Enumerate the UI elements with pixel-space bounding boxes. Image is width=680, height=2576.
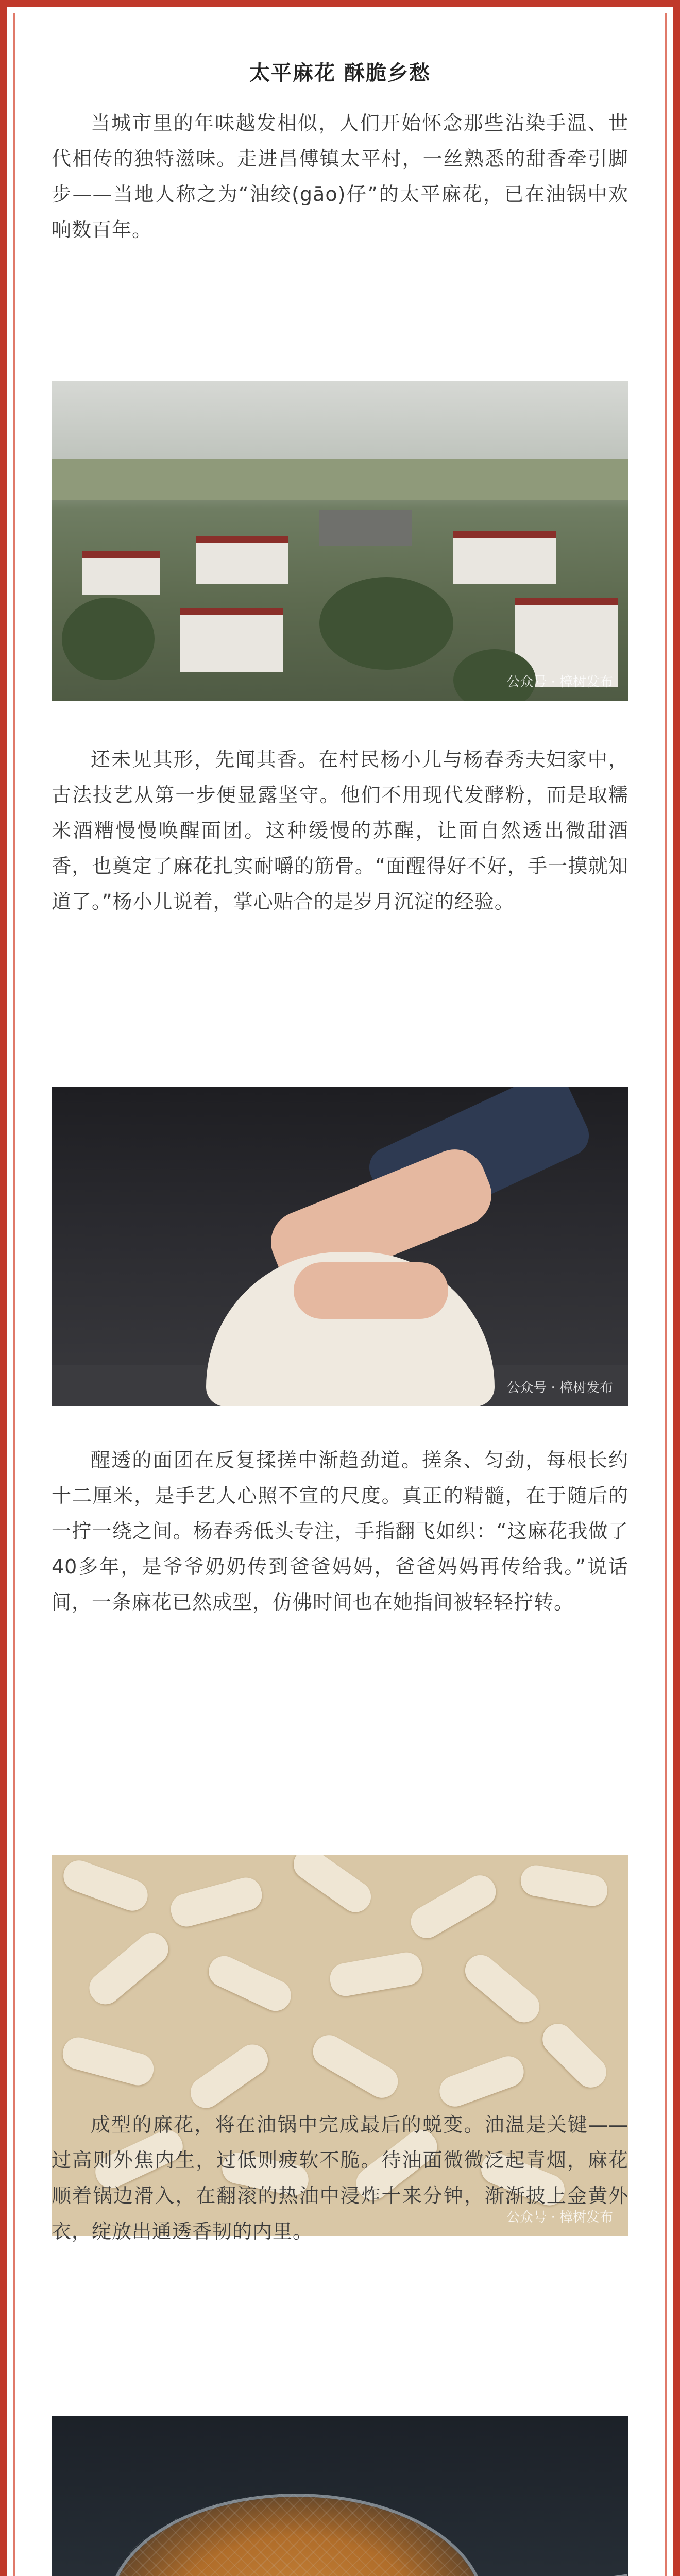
village-aerial-photo: [52, 381, 628, 701]
dough-piece: [59, 2034, 157, 2089]
house: [82, 551, 160, 595]
dough-piece: [83, 1926, 175, 2010]
dough-piece: [328, 1950, 424, 1998]
tree: [319, 577, 453, 670]
paragraph-fermentation: 还未见其形，先闻其香。在村民杨小儿与杨春秀夫妇家中，古法技艺从第一步便显露坚守。他们不用现代发酵粉，而是取糯米酒糟慢慢唤醒面团。这种缓慢的苏醒，让面自然透出微甜酒香，也奠定了麻花扎实耐嚼的筋骨。“面醒得好不好，手一摸就知道了。”杨小儿说着，掌心贴合的是岁月沉淀的经验。: [52, 748, 628, 913]
article-title: 太平麻花 酥脆乡愁: [249, 61, 431, 85]
dough-piece: [435, 2052, 528, 2111]
hand: [294, 1262, 448, 1319]
dough-piece: [184, 2039, 274, 2114]
paragraph-frying: 成型的麻花，将在油锅中完成最后的蜕变。油温是关键——过高则外焦内生，过低则疲软不脆。待油面微微泛起青烟，麻花顺着锅边滑入，在翻滚的热油中浸炸十来分钟，渐渐披上金黄外衣，绽放出通透香韧的内里。: [52, 2113, 628, 2243]
dough-piece: [203, 1951, 296, 2016]
fried-mahua-photo: [52, 2416, 628, 2576]
house: [453, 531, 556, 584]
dough-piece: [308, 2029, 404, 2104]
kneading-dough-photo: [52, 1087, 628, 1406]
decorative-border-top: [0, 0, 680, 7]
photo-watermark: 公众号 · 樟树发布: [506, 2210, 613, 2225]
paragraph-twisting: 醒透的面团在反复揉搓中渐趋劲道。搓条、匀劲，每根长约十二厘米，是手艺人心照不宣的尺度。真正的精髓，在于随后的一拧一绕之间。杨春秀低头专注，手指翻飞如织：“这麻花我做了40多年，是爷爷奶奶传到爸爸妈妈，爸爸妈妈再传给我。”说话间，一条麻花已然成型，仿佛时间也在她指间被轻轻拧转。: [52, 1449, 628, 1614]
photo-field: [52, 459, 628, 500]
house: [180, 608, 283, 672]
dough-piece: [536, 2018, 613, 2094]
photo-watermark: 公众号 · 樟树发布: [506, 1380, 613, 1396]
dough-piece: [405, 1870, 502, 1944]
tree: [62, 598, 155, 680]
dough-piece: [459, 1948, 546, 2028]
decorative-border-right: [673, 0, 680, 2576]
basket-handle: [453, 2574, 628, 2576]
basket-mesh: [108, 2494, 479, 2576]
decorative-line-right: [665, 13, 667, 2576]
photo-watermark: 公众号 · 樟树发布: [506, 674, 613, 690]
house-roof: [319, 510, 412, 546]
paragraph-intro: 当城市里的年味越发相似，人们开始怀念那些沾染手温、世代相传的独特滋味。走进昌傅镇太平村，一丝熟悉的甜香牵引脚步——当地人称之为“油绞(gāo)仔”的太平麻花，已在油锅中欢响数百年。: [52, 112, 628, 241]
photo-sky: [52, 381, 628, 459]
decorative-border-left: [0, 0, 7, 2576]
dough-piece: [167, 1874, 265, 1930]
dough-piece: [518, 1863, 610, 1909]
decorative-line-left: [13, 13, 15, 2576]
dough-piece: [287, 1855, 377, 1918]
dough-piece: [59, 1856, 152, 1916]
house: [196, 536, 288, 584]
